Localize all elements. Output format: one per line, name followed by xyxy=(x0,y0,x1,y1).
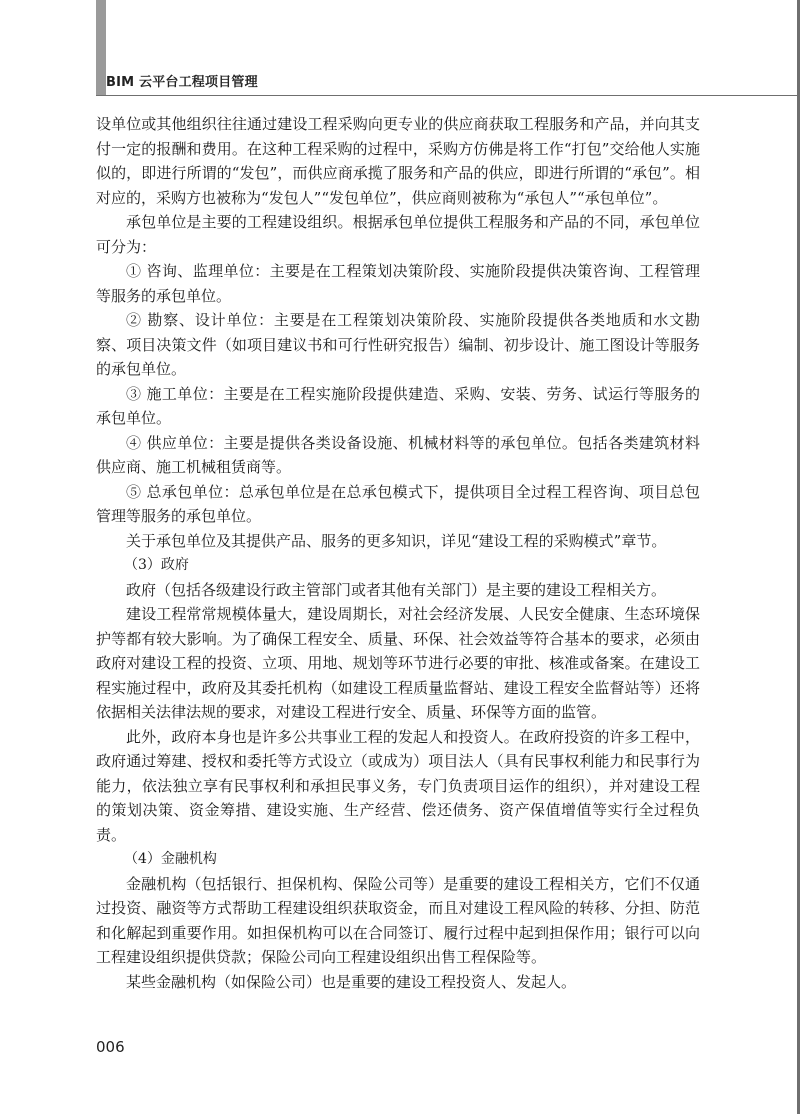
list-item-survey-design: ② 勘察、设计单位：主要是在工程策划决策阶段、实施阶段提供各类地质和水文勘察、项目决策文件（如项目建议书和可行性研究报告）编制、初步设计、施工图设计等服务的承包单位。 xyxy=(96,311,700,378)
paragraph-government-role: 政府（包括各级建设行政主管部门或者其他有关部门）是主要的建设工程相关方。 xyxy=(126,580,667,599)
paragraph-continued: 设单位或其他组织往往通过建设工程采购向更专业的供应商获取工程服务和产品，并向其支付一定的报酬和费用。在这种工程采购的过程中，采购方仿佛是将工作“打包”交给他人实施似的，即进行所谓的“发包”，而供应商承揽了服务和产品的供应，即进行所谓的“承包”。相对应的，采购方也被称为“发包人”“发包单位”，供应商则被称为“承包人”“承包单位”。 xyxy=(96,115,700,207)
header-accent-bar xyxy=(96,0,106,96)
section-heading-government: （3）政府 xyxy=(124,557,189,573)
running-header-title: BIM 云平台工程项目管理 xyxy=(106,75,258,90)
header-rule xyxy=(96,95,800,96)
paragraph-see-also: 关于承包单位及其提供产品、服务的更多知识，详见“建设工程的采购模式”章节。 xyxy=(126,531,667,550)
list-item-construction: ③ 施工单位：主要是在工程实施阶段提供建造、采购、安装、劳务、试运行等服务的承包单位。 xyxy=(96,384,700,427)
paragraph-finance-role: 金融机构（包括银行、担保机构、保险公司等）是重要的建设工程相关方，它们不仅通过投资、融资等方式帮助工程建设组织获取资金，而且对建设工程风险的转移、分担、防范和化解起到重要作用。如担保机构可以在合同签订、履行过程中起到担保作用；银行可以向工程建设组织提供贷款；保险公司向工程建设组织出售工程保险等。 xyxy=(96,874,700,966)
paragraph-contractor-intro: 承包单位是主要的工程建设组织。根据承包单位提供工程服务和产品的不同，承包单位可分为： xyxy=(96,213,700,256)
paragraph-government-investor: 此外，政府本身也是许多公共事业工程的发起人和投资人。在政府投资的许多工程中，政府通过筹建、授权和委托等方式设立（或成为）项目法人（具有民事权利能力和民事行为能力，依法独立享有民事权利和承担民事义务，专门负责项目运作的组织），并对建设工程的策划决策、资金筹措、建设实施、生产经营、偿还债务、资产保值增值等实行全过程负责。 xyxy=(96,727,700,844)
section-heading-finance: （4）金融机构 xyxy=(124,851,217,867)
list-item-consulting: ① 咨询、监理单位：主要是在工程策划决策阶段、实施阶段提供决策咨询、工程管理等服务的承包单位。 xyxy=(96,262,700,305)
page-number: 006 xyxy=(96,1038,125,1056)
paragraph-government-regulation: 建设工程常常规模体量大，建设周期长，对社会经济发展、人民安全健康、生态环境保护等都有较大影响。为了确保工程安全、质量、环保、社会效益等符合基本的要求，必须由政府对建设工程的投资、立项、用地、规划等环节进行必要的审批、核准或备案。在建设工程实施过程中，政府及其委托机构（如建设工程质量监督站、建设工程安全监督站等）还将依据相关法律法规的要求，对建设工程进行安全、质量、环保等方面的监管。 xyxy=(96,605,700,721)
paragraph-finance-investor: 某些金融机构（如保险公司）也是重要的建设工程投资人、发起人。 xyxy=(126,972,577,991)
list-item-general-contractor: ⑤ 总承包单位：总承包单位是在总承包模式下，提供项目全过程工程咨询、项目总包管理等服务的承包单位。 xyxy=(96,482,700,525)
page-body xyxy=(96,112,700,994)
list-item-supply: ④ 供应单位：主要是提供各类设备设施、机械材料等的承包单位。包括各类建筑材料供应商、施工机械租赁商等。 xyxy=(96,433,700,476)
